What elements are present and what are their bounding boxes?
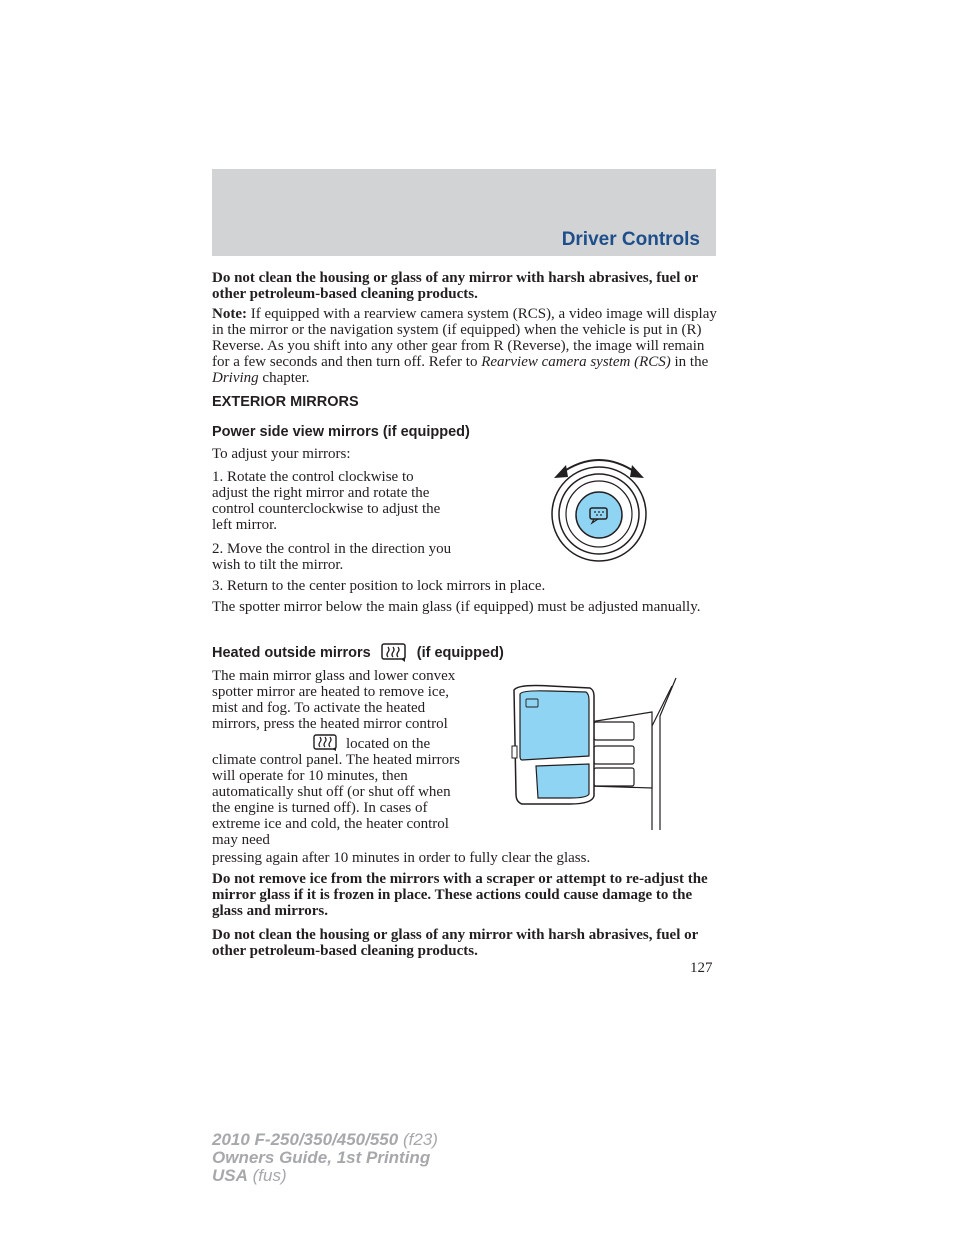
note-paragraph (212, 306, 717, 386)
heated-heading-text: Heated outside mirrors (212, 644, 371, 661)
warning-top: Do not clean the housing or glass of any mirror with harsh abrasives, fuel or other petroleum-based cleaning products. (212, 270, 698, 302)
page-number: 127 (690, 960, 713, 976)
footer-market: USA (212, 1166, 248, 1185)
adjust-intro: To adjust your mirrors: (212, 446, 351, 462)
note-text-3: chapter. (258, 370, 310, 386)
power-mirrors-heading: Power side view mirrors (if equipped) (212, 424, 470, 440)
heated-exterior-mirror-illustration (510, 676, 678, 830)
heated-mirrors-heading (212, 643, 504, 663)
footer-model: 2010 F-250/350/450/550 (212, 1130, 399, 1149)
step-1: 1. Rotate the control clockwise to adjust the right mirror and rotate the control counterclockwise to adjust the left mirror. (212, 469, 441, 533)
heated-para-a: The main mirror glass and lower convex spotter mirror are heated to remove ice, mist and fog. To activate the heated mirrors, press the heated mirror control (212, 668, 456, 732)
note-text-2: in the (670, 354, 709, 370)
footer-model-code: (f23) (398, 1130, 438, 1149)
mirror-control-knob-illustration (546, 448, 652, 566)
heated-heading-suffix: (if equipped) (416, 644, 504, 661)
note-ref-rcs: Rearview camera system (RCS) (481, 354, 671, 370)
exterior-mirrors-heading: EXTERIOR MIRRORS (212, 394, 359, 410)
note-ref-driving: Driving (212, 370, 259, 386)
step-2: 2. Move the control in the direction you wish to tilt the mirror. (212, 541, 452, 573)
spotter-note: The spotter mirror below the main glass (if equipped) must be adjusted manually. (212, 599, 701, 615)
header-band (212, 169, 716, 256)
warning-ice: Do not remove ice from the mirrors with a scraper or attempt to re-adjust the mirror glass if it is frozen in place. These actions could cause damage to the glass and mirrors. (212, 871, 708, 919)
heated-para-b: located on the climate control panel. The heated mirrors will operate for 10 minutes, then automatically shut off (or shut off when the engine is turned off). In cases of extreme ice and cold, the heater control may need (212, 736, 460, 848)
heated-mirror-icon (381, 643, 409, 663)
heated-para-c: pressing again after 10 minutes in order to fully clear the glass. (212, 850, 591, 866)
footer-edition: Owners Guide, 1st Printing (212, 1148, 431, 1167)
note-label: Note: (212, 306, 247, 322)
warning-cleaning: Do not clean the housing or glass of any mirror with harsh abrasives, fuel or other petroleum-based cleaning products. (212, 927, 698, 959)
step-3: 3. Return to the center position to lock mirrors in place. (212, 578, 546, 594)
section-title: Driver Controls (561, 229, 700, 250)
footer-market-code: (fus) (247, 1166, 287, 1185)
footer (212, 1131, 438, 1185)
note-text-1: If equipped with a rearview camera system (RCS), a video image will display in the mirror or the navigation system (if equipped) when the vehicle is put in (R) Reverse. As you shift into any other gear from R (Reverse), the image will remain for a few seconds and then turn off. Refer to (212, 306, 717, 370)
